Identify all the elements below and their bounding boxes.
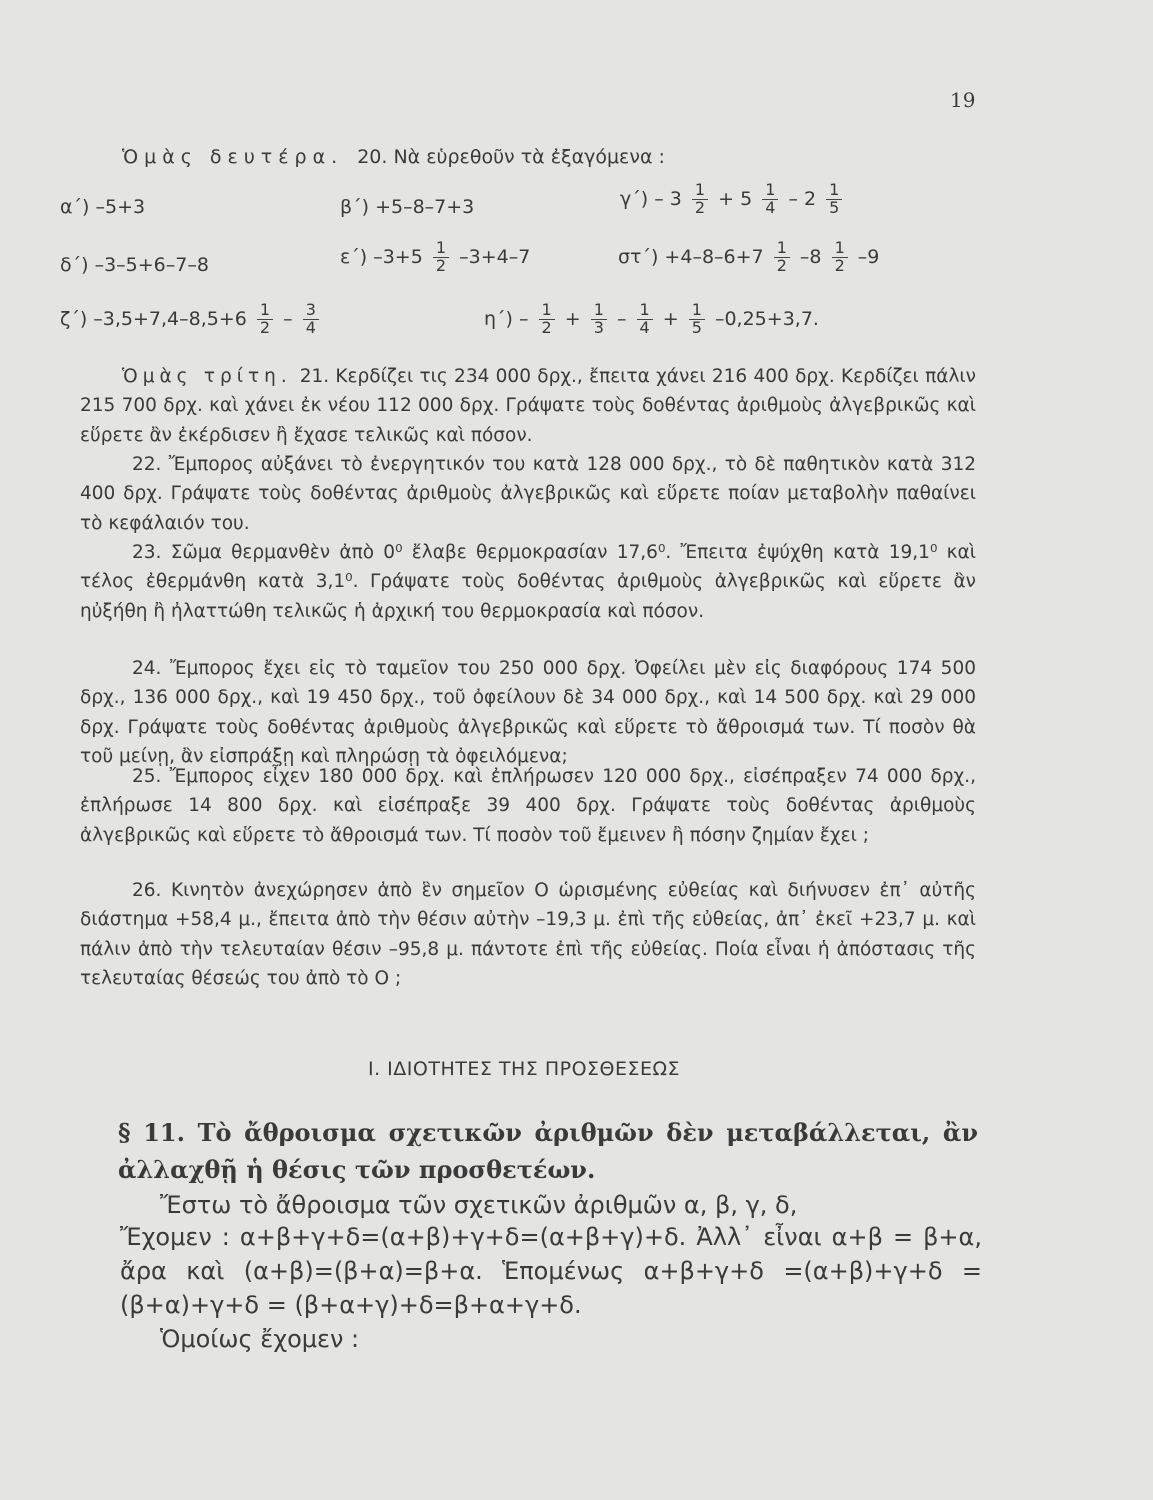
exercise-h xyxy=(484,302,819,337)
exercise-20-text: 20. Νὰ εὑρεθοῦν τὰ ἐξαγόμενα : xyxy=(357,146,665,168)
exercise-21 xyxy=(80,362,976,450)
expr: γ΄) – 3 xyxy=(620,187,682,210)
expr: –3+4–7 xyxy=(459,245,531,268)
fraction: $\frac{1}{2}$ xyxy=(433,240,449,275)
expr: + xyxy=(564,307,581,330)
body-line-1: Ἔστω τὸ ἄθροισμα τῶν σχετικῶν ἀριθμῶν α, β, γ, δ, xyxy=(160,1191,798,1219)
expr: στ΄) +4–8–6+7 xyxy=(618,245,764,268)
exercise-22: 22. Ἔμπορος αὐξάνει τὸ ἐνεργητικόν του κατὰ 128 000 δρχ., τὸ δὲ παθητικὸν κατὰ 312 400 δρχ. Γράψατε τοὺς δοθέντας ἀριθμοὺς ἀλγεβρικῶς καὶ εὕρετε ποίαν μεταβολὴν παθαίνει τὸ κεφάλαιόν του. xyxy=(80,454,976,534)
expr: ζ΄) –3,5+7,4–8,5+6 xyxy=(60,307,247,330)
page-number: 19 xyxy=(950,88,976,112)
fraction: $\frac{1}{5}$ xyxy=(689,302,705,337)
fraction: $\frac{1}{4}$ xyxy=(762,182,778,217)
fraction: $\frac{1}{4}$ xyxy=(637,302,653,337)
expr: ε΄) –3+5 xyxy=(340,245,423,268)
fraction: $\frac{1}{3}$ xyxy=(591,302,607,337)
body-line-3: Ὁμοίως ἔχομεν : xyxy=(160,1325,360,1353)
expr: – xyxy=(616,307,627,330)
fraction: $\frac{3}{4}$ xyxy=(303,302,319,337)
exercise-d: δ΄) –3–5+6–7–8 xyxy=(60,254,209,276)
exercise-25: 25. Ἔμπορος εἶχεν 180 000 δρχ. καὶ ἐπλήρωσεν 120 000 δρχ., εἰσέπραξεν 74 000 δρχ., ἐπλήρωσε 14 800 δρχ. καὶ εἰσέπραξε 39 400 δρχ. Γράψατε τοὺς δοθέντας ἀριθμοὺς ἀλγεβρικῶς καὶ εὕρετε τὸ ἄθροισμά των. Τί ποσὸν τοῦ ἔμεινεν ἢ πόσην ζημίαν ἔχει ; xyxy=(80,766,976,846)
fraction: $\frac{1}{5}$ xyxy=(826,182,842,217)
exercise-24: 24. Ἔμπορος ἔχει εἰς τὸ ταμεῖον του 250 000 δρχ. Ὀφείλει μὲν εἰς διαφόρους 174 500 δρχ., 136 000 δρχ., καὶ 19 450 δρχ., τοῦ ὀφείλουν δὲ 34 000 δρχ., καὶ 14 500 δρχ. καὶ 29 000 δρχ. Γράψατε τοὺς δοθέντας ἀριθμοὺς ἀλγεβρικῶς καὶ εὕρετε τὸ ἄθροισμά των. Τί ποσὸν θὰ τοῦ μείνῃ, ἂν εἰσπράξῃ καὶ πληρώσῃ τὰ ὀφειλόμενα; xyxy=(80,658,976,767)
expr: –9 xyxy=(857,245,880,268)
expr: + 5 xyxy=(718,187,753,210)
fraction: $\frac{1}{2}$ xyxy=(257,302,273,337)
exercise-26: 26. Κινητὸν ἀνεχώρησεν ἀπὸ ἓν σημεῖον Ο ὡρισμένης εὐθείας καὶ διήνυσεν ἐπ᾽ αὐτῆς διάστημα +58,4 μ., ἔπειτα ἀπὸ τὴν θέσιν αὐτὴν –19,3 μ. ἐπὶ τῆς εὐθείας, ἀπ᾽ ἐκεῖ +23,7 μ. καὶ πάλιν ἀπὸ τὴν τελευταίαν θέσιν –95,8 μ. πάντοτε ἐπὶ τῆς εὐθείας. Ποία εἶναι ἡ ἀπόστασις τῆς τελευταίας θέσεώς του ἀπὸ τὸ Ο ; xyxy=(80,880,976,989)
expr: + xyxy=(662,307,679,330)
expr: – 2 xyxy=(788,187,817,210)
fraction: $\frac{1}{2}$ xyxy=(539,302,555,337)
exercise-b: β΄) +5–8–7+3 xyxy=(340,196,475,218)
group-label: Ὁμὰς τρίτη. xyxy=(122,366,292,387)
exercise-a: α΄) –5+3 xyxy=(60,196,146,218)
fraction: $\frac{1}{2}$ xyxy=(832,240,848,275)
exercise-c xyxy=(620,182,846,217)
group-label: Ὁμὰς δευτέρα. xyxy=(122,146,344,168)
exercise-e xyxy=(340,240,530,275)
exercise-group-heading xyxy=(122,146,665,168)
exercise-23: 23. Σῶμα θερμανθὲν ἀπὸ 0⁰ ἔλαβε θερμοκρασίαν 17,6⁰. Ἔπειτα ἐψύχθη κατὰ 19,1⁰ καὶ τέλος ἐθερμάνθη κατὰ 3,1⁰. Γράψατε τοὺς δοθέντας ἀριθμοὺς ἀλγεβρικῶς καὶ εὕρετε ἂν ηὐξήθη ἢ ἠλαττώθη τελικῶς ἡ ἀρχική του θερμοκρασία καὶ πόσον. xyxy=(80,542,976,622)
body-paragraph: Ἔχομεν : α+β+γ+δ=(α+β)+γ+δ=(α+β+γ)+δ. Ἀλλ᾽ εἶναι α+β = β+α, ἄρα καὶ (α+β)=(β+α)=β+α. Ἑπομένως α+β+γ+δ =(α+β)+γ+δ = (β+α)+γ+δ = (β+α+γ)+δ=β+α+γ+δ. xyxy=(120,1223,982,1319)
fraction: $\frac{1}{2}$ xyxy=(774,240,790,275)
exercise-z xyxy=(60,302,323,337)
theorem-heading: § 11. Τὸ ἄθροισμα σχετικῶν ἀριθμῶν δὲν μεταβάλλεται, ἂν ἀλλαχθῇ ἡ θέσις τῶν προσθετέων. xyxy=(118,1118,978,1184)
expr: –0,25+3,7. xyxy=(714,307,819,330)
exercise-st xyxy=(618,240,879,275)
section-title: Ι. ΙΔΙΟΤΗΤΕΣ ΤΗΣ ΠΡΟΣΘΕΣΕΩΣ xyxy=(368,1058,681,1080)
expr: – xyxy=(283,307,293,330)
expr: η΄) – xyxy=(484,307,529,330)
paragraph-text: 21. Κερδίζει τις 234 000 δρχ., ἔπειτα χάνει 216 400 δρχ. Κερδίζει πάλιν 215 700 δρχ. καὶ χάνει ἐκ νέου 112 000 δρχ. Γράψατε τοὺς δοθέντας ἀριθμοὺς ἀλγεβρικῶς καὶ εὕρετε ἂν ἐκέρδισεν ἢ ἔχασε τελικῶς καὶ πόσον. xyxy=(80,366,976,446)
expr: –8 xyxy=(799,245,822,268)
fraction: $\frac{1}{2}$ xyxy=(692,182,708,217)
